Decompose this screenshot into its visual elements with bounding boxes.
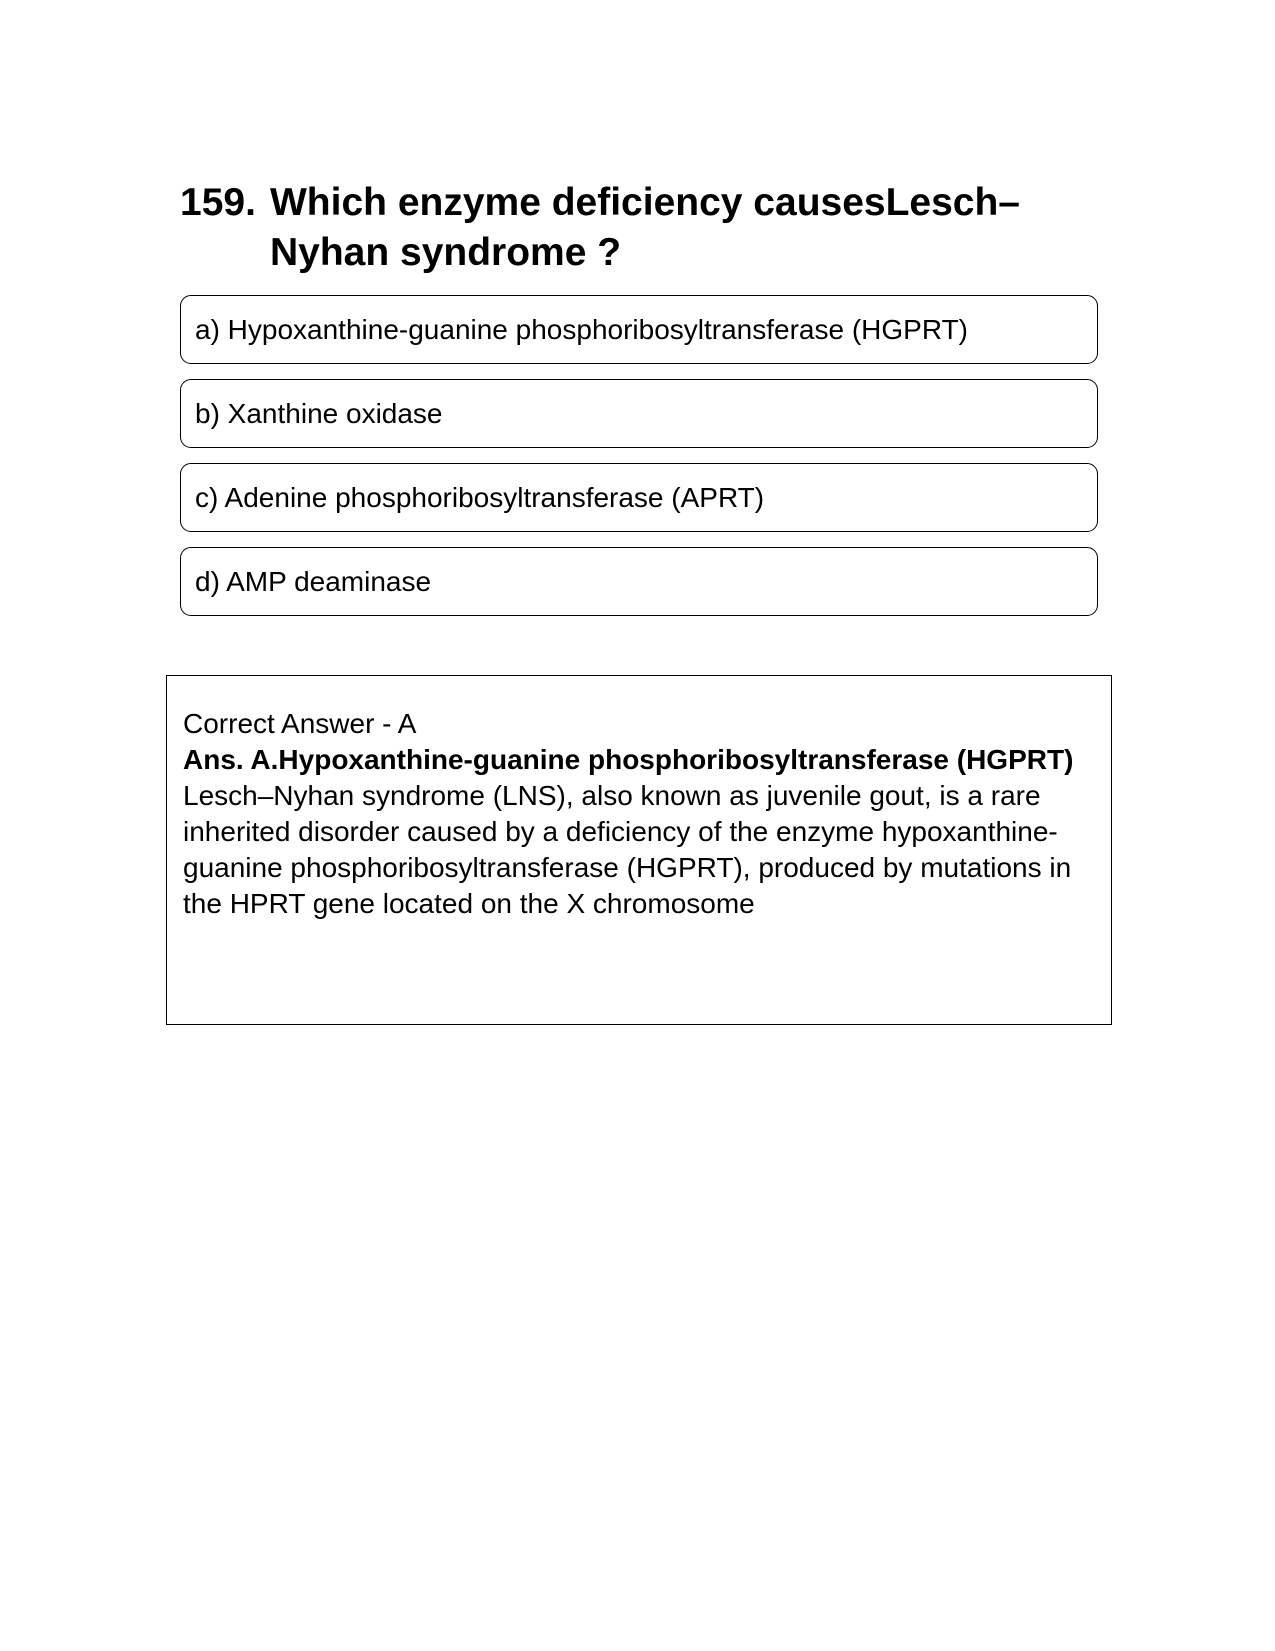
answer-box [166, 675, 1112, 1025]
correct-answer: Correct Answer - A [183, 708, 417, 739]
option-d[interactable]: d) AMP deaminase [180, 547, 1098, 616]
option-b[interactable]: b) Xanthine oxidase [180, 379, 1098, 448]
question-text: Which enzyme deficiency causesLesch–Nyhan syndrome ? [270, 181, 1020, 274]
option-c[interactable]: c) Adenine phosphoribosyltransferase (APRT) [180, 463, 1098, 532]
question-heading [180, 178, 1100, 278]
answer-heading: Ans. A.Hypoxanthine-guanine phosphoribosyltransferase (HGPRT) [183, 744, 1074, 775]
options-list [180, 295, 1098, 631]
option-a[interactable]: a) Hypoxanthine-guanine phosphoribosyltransferase (HGPRT) [180, 295, 1098, 364]
question-number: 159. [180, 181, 256, 224]
answer-explanation: Lesch–Nyhan syndrome (LNS), also known as juvenile gout, is a rare inherited disorder caused by a deficiency of the enzyme hypoxanthine-guanine phosphoribosyltransferase (HGPRT), produced by mutations in the HPRT gene located on the X chromosome [183, 780, 1072, 919]
